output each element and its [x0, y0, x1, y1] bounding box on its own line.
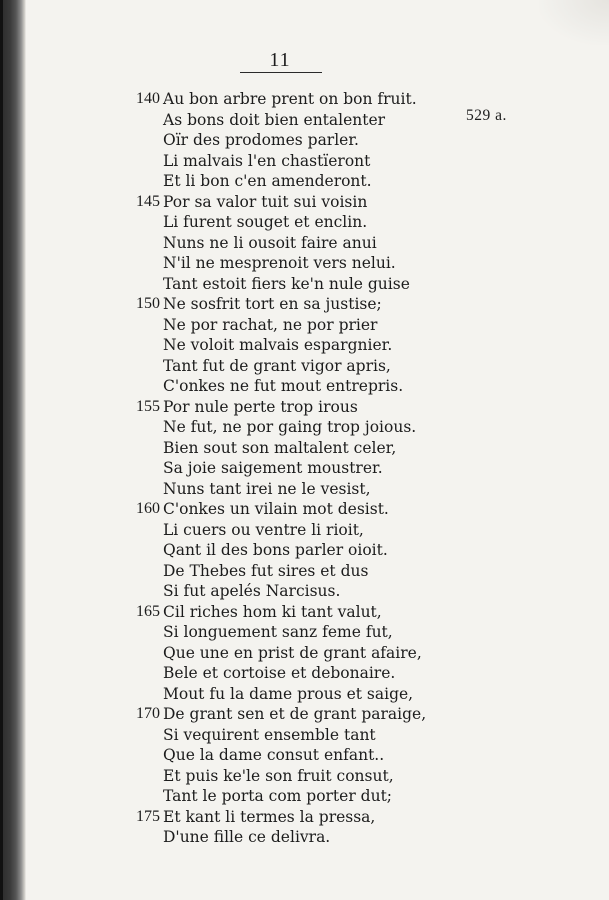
verse-line — [120, 417, 460, 438]
verse-text: Bele et cortoise et debonaire. — [163, 664, 396, 682]
verse-text: De Thebes fut sires et dus — [163, 561, 369, 580]
verse-text: Nuns ne li ousoit faire anui — [163, 233, 377, 252]
verse-text: Si vequirent ensemble tant — [163, 725, 376, 744]
line-number: 175 — [136, 807, 160, 825]
verse-line — [120, 479, 460, 500]
verse-line — [120, 725, 460, 746]
verse-line — [120, 212, 460, 233]
page-number: 11 — [269, 49, 291, 71]
verse-line — [120, 130, 460, 151]
verse-line — [120, 786, 460, 807]
verse-line — [120, 294, 460, 315]
verse-line — [120, 684, 460, 705]
verse-line — [120, 458, 460, 479]
line-number: 165 — [136, 602, 160, 620]
poem-text — [120, 89, 460, 848]
verse-text: Sa joie saigement moustrer. — [163, 459, 383, 477]
verse-text: Qant il des bons parler oioit. — [163, 541, 388, 559]
line-number: 150 — [136, 295, 160, 312]
verse-text: Si longuement sanz feme fut, — [163, 623, 393, 641]
verse-text: Bien sout son maltalent celer, — [163, 438, 397, 457]
verse-line — [120, 171, 460, 192]
verse-line — [120, 335, 460, 356]
verse-line — [120, 315, 460, 336]
verse-line — [120, 581, 460, 602]
verse-text: Tant fut de grant vigor apris, — [163, 356, 391, 375]
margin-folio-reference: 529 a. — [466, 107, 507, 124]
verse-text: Nuns tant irei ne le vesist, — [163, 479, 371, 498]
verse-text: Tant estoit fiers ke'n nule guise — [163, 274, 410, 293]
verse-line — [120, 233, 460, 254]
page-corner-shade — [539, 0, 609, 45]
verse-line — [120, 827, 460, 848]
verse-text: C'onkes un vilain mot desist. — [163, 500, 389, 518]
line-number: 170 — [136, 705, 160, 722]
verse-line — [120, 151, 460, 172]
verse-line — [120, 438, 460, 459]
verse-text: Ne fut, ne por gaing trop joious. — [163, 418, 417, 436]
verse-text: Li furent souget et enclin. — [163, 213, 368, 231]
verse-line — [120, 376, 460, 397]
verse-text: C'onkes ne fut mout entrepris. — [163, 377, 404, 395]
verse-text: Tant le porta com porter dut; — [163, 787, 393, 805]
verse-line — [120, 540, 460, 561]
verse-text: Ne por rachat, ne por prier — [163, 315, 378, 334]
verse-text: D'une fille ce delivra. — [163, 828, 331, 846]
verse-line — [120, 274, 460, 295]
verse-line — [120, 192, 460, 213]
verse-text: Si fut apelés Narcisus. — [163, 582, 341, 600]
book-binding-shadow — [0, 0, 26, 900]
line-number: 140 — [136, 90, 160, 107]
verse-text: Que une en prist de grant afaire, — [163, 643, 422, 662]
verse-text: Li malvais l'en chastïeront — [163, 151, 371, 170]
verse-text: As bons doit bien entalenter — [163, 110, 386, 129]
verse-text: Li cuers ou ventre li rioit, — [163, 520, 364, 539]
verse-text: Por nule perte trop irous — [163, 397, 358, 416]
line-number: 145 — [136, 192, 160, 210]
verse-line — [120, 356, 460, 377]
verse-line — [120, 89, 460, 110]
verse-line — [120, 520, 460, 541]
page-number-rule — [240, 72, 322, 73]
verse-text: Ne voloit malvais espargnier. — [163, 336, 393, 354]
verse-text: Et kant li termes la pressa, — [163, 807, 376, 826]
verse-line — [120, 807, 460, 828]
verse-line — [120, 704, 460, 725]
verse-line — [120, 110, 460, 131]
verse-text: De grant sen et de grant paraige, — [163, 705, 427, 723]
verse-text: Por sa valor tuit sui voisin — [163, 192, 368, 211]
verse-text: Et li bon c'en amenderont. — [163, 172, 372, 190]
verse-text: Mout fu la dame prous et saige, — [163, 684, 414, 703]
verse-text: Ne sosfrit tort en sa justise; — [163, 295, 382, 313]
verse-text: Cil riches hom ki tant valut, — [163, 602, 382, 621]
verse-line — [120, 766, 460, 787]
verse-text: Oïr des prodomes parler. — [163, 131, 359, 149]
verse-text: Et puis ke'le son fruit consut, — [163, 766, 394, 785]
verse-line — [120, 602, 460, 623]
verse-line — [120, 499, 460, 520]
verse-line — [120, 663, 460, 684]
line-number: 160 — [136, 500, 160, 517]
line-number: 155 — [136, 397, 160, 415]
binding-edge — [0, 0, 3, 900]
verse-line — [120, 745, 460, 766]
verse-text: Que la dame consut enfant.. — [163, 746, 385, 764]
verse-line — [120, 622, 460, 643]
verse-line — [120, 253, 460, 274]
verse-text: Au bon arbre prent on bon fruit. — [163, 90, 417, 108]
verse-line — [120, 643, 460, 664]
verse-text: N'il ne mesprenoit vers nelui. — [163, 254, 396, 272]
verse-line — [120, 561, 460, 582]
verse-line — [120, 397, 460, 418]
